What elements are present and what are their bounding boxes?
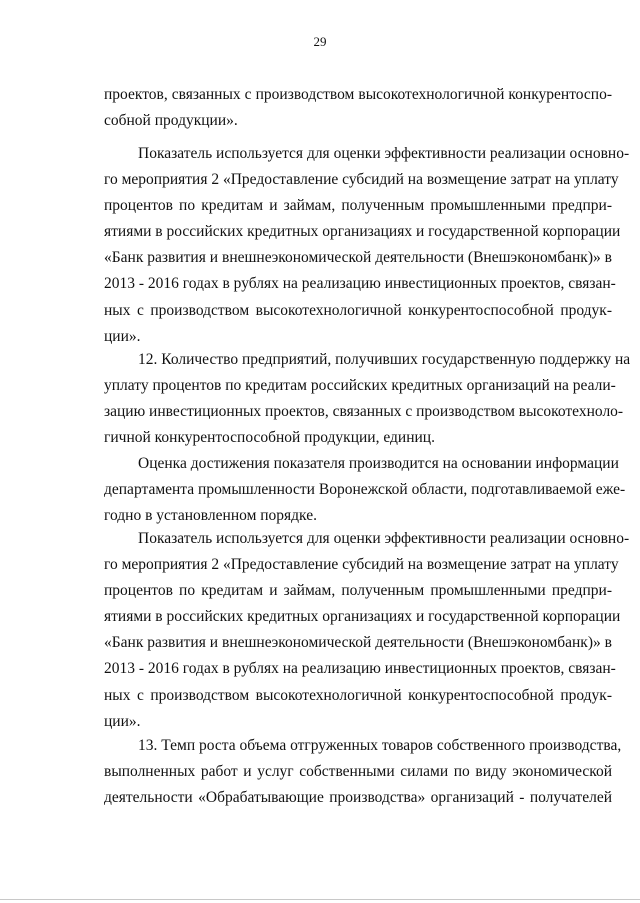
text-line: ятиями в российских кредитных организациях и государственной корпорации [104,608,621,626]
text-line: Показатель используется для оценки эффективности реализации основно- [138,145,630,162]
text-line: го мероприятия 2 «Предоставление субсидий на возмещение затрат на уплату [104,556,619,574]
text-line: департамента промышленности Воронежской области, подготавливаемой еже- [104,481,626,499]
text-line: ции». [104,327,141,345]
page-bottom-edge [0,899,640,900]
text-line: ных с производством высокотехнологичной конкурентоспособной продук- [104,301,612,319]
text-line: 13. Темп роста объема отгруженных товаров собственного производства, [138,737,622,754]
text-line: ятиями в российских кредитных организациях и государственной корпорации [104,223,621,241]
paragraph-continuation [104,82,612,134]
page-number: 29 [313,34,327,49]
text-line: гичной конкурентоспособной продукции, единиц. [104,429,435,447]
paragraph-indicator-usage-repeat [104,526,630,735]
text-line: выполненных работ и услуг собственными силами по виду экономической [104,763,612,781]
text-line: собной продукции». [104,112,238,130]
paragraph-indicator-usage [104,141,630,350]
text-line: уплату процентов по кредитам российских кредитных организаций на реали- [104,377,616,395]
text-line: 12. Количество предприятий, получивших государственную поддержку на [138,351,631,368]
text-line: го мероприятия 2 «Предоставление субсидий на возмещение затрат на уплату [104,171,619,189]
text-line: ции». [104,712,141,730]
text-line: «Банк развития и внешнеэкономической деятельности (Внешэкономбанк)» в [104,634,612,652]
text-line: 2013 - 2016 годах в рублях на реализацию инвестиционных проектов, связан- [104,275,616,293]
text-line: проектов, связанных с производством высокотехнологичной конкурентоспо- [104,86,612,103]
paragraph-item-13 [104,733,622,811]
text-line: деятельности «Обрабатывающие производства» организаций - получателей [104,789,612,807]
text-line: ных с производством высокотехнологичной конкурентоспособной продук- [104,686,612,704]
text-line: зацию инвестиционных проектов, связанных с производством высокотехноло- [104,403,624,421]
text-line: «Банк развития и внешнеэкономической деятельности (Внешэкономбанк)» в [104,249,612,267]
text-line: Оценка достижения показателя производится на основании информации [138,455,619,472]
paragraph-item-12 [104,347,631,451]
text-line: процентов по кредитам и займам, полученным промышленными предпри- [104,582,612,600]
text-line: Показатель используется для оценки эффективности реализации основно- [138,530,630,547]
text-line: процентов по кредитам и займам, полученным промышленными предпри- [104,197,612,215]
paragraph-assessment [104,451,626,529]
text-line: 2013 - 2016 годах в рублях на реализацию инвестиционных проектов, связан- [104,660,616,678]
text-line: годно в установленном порядке. [104,507,317,525]
